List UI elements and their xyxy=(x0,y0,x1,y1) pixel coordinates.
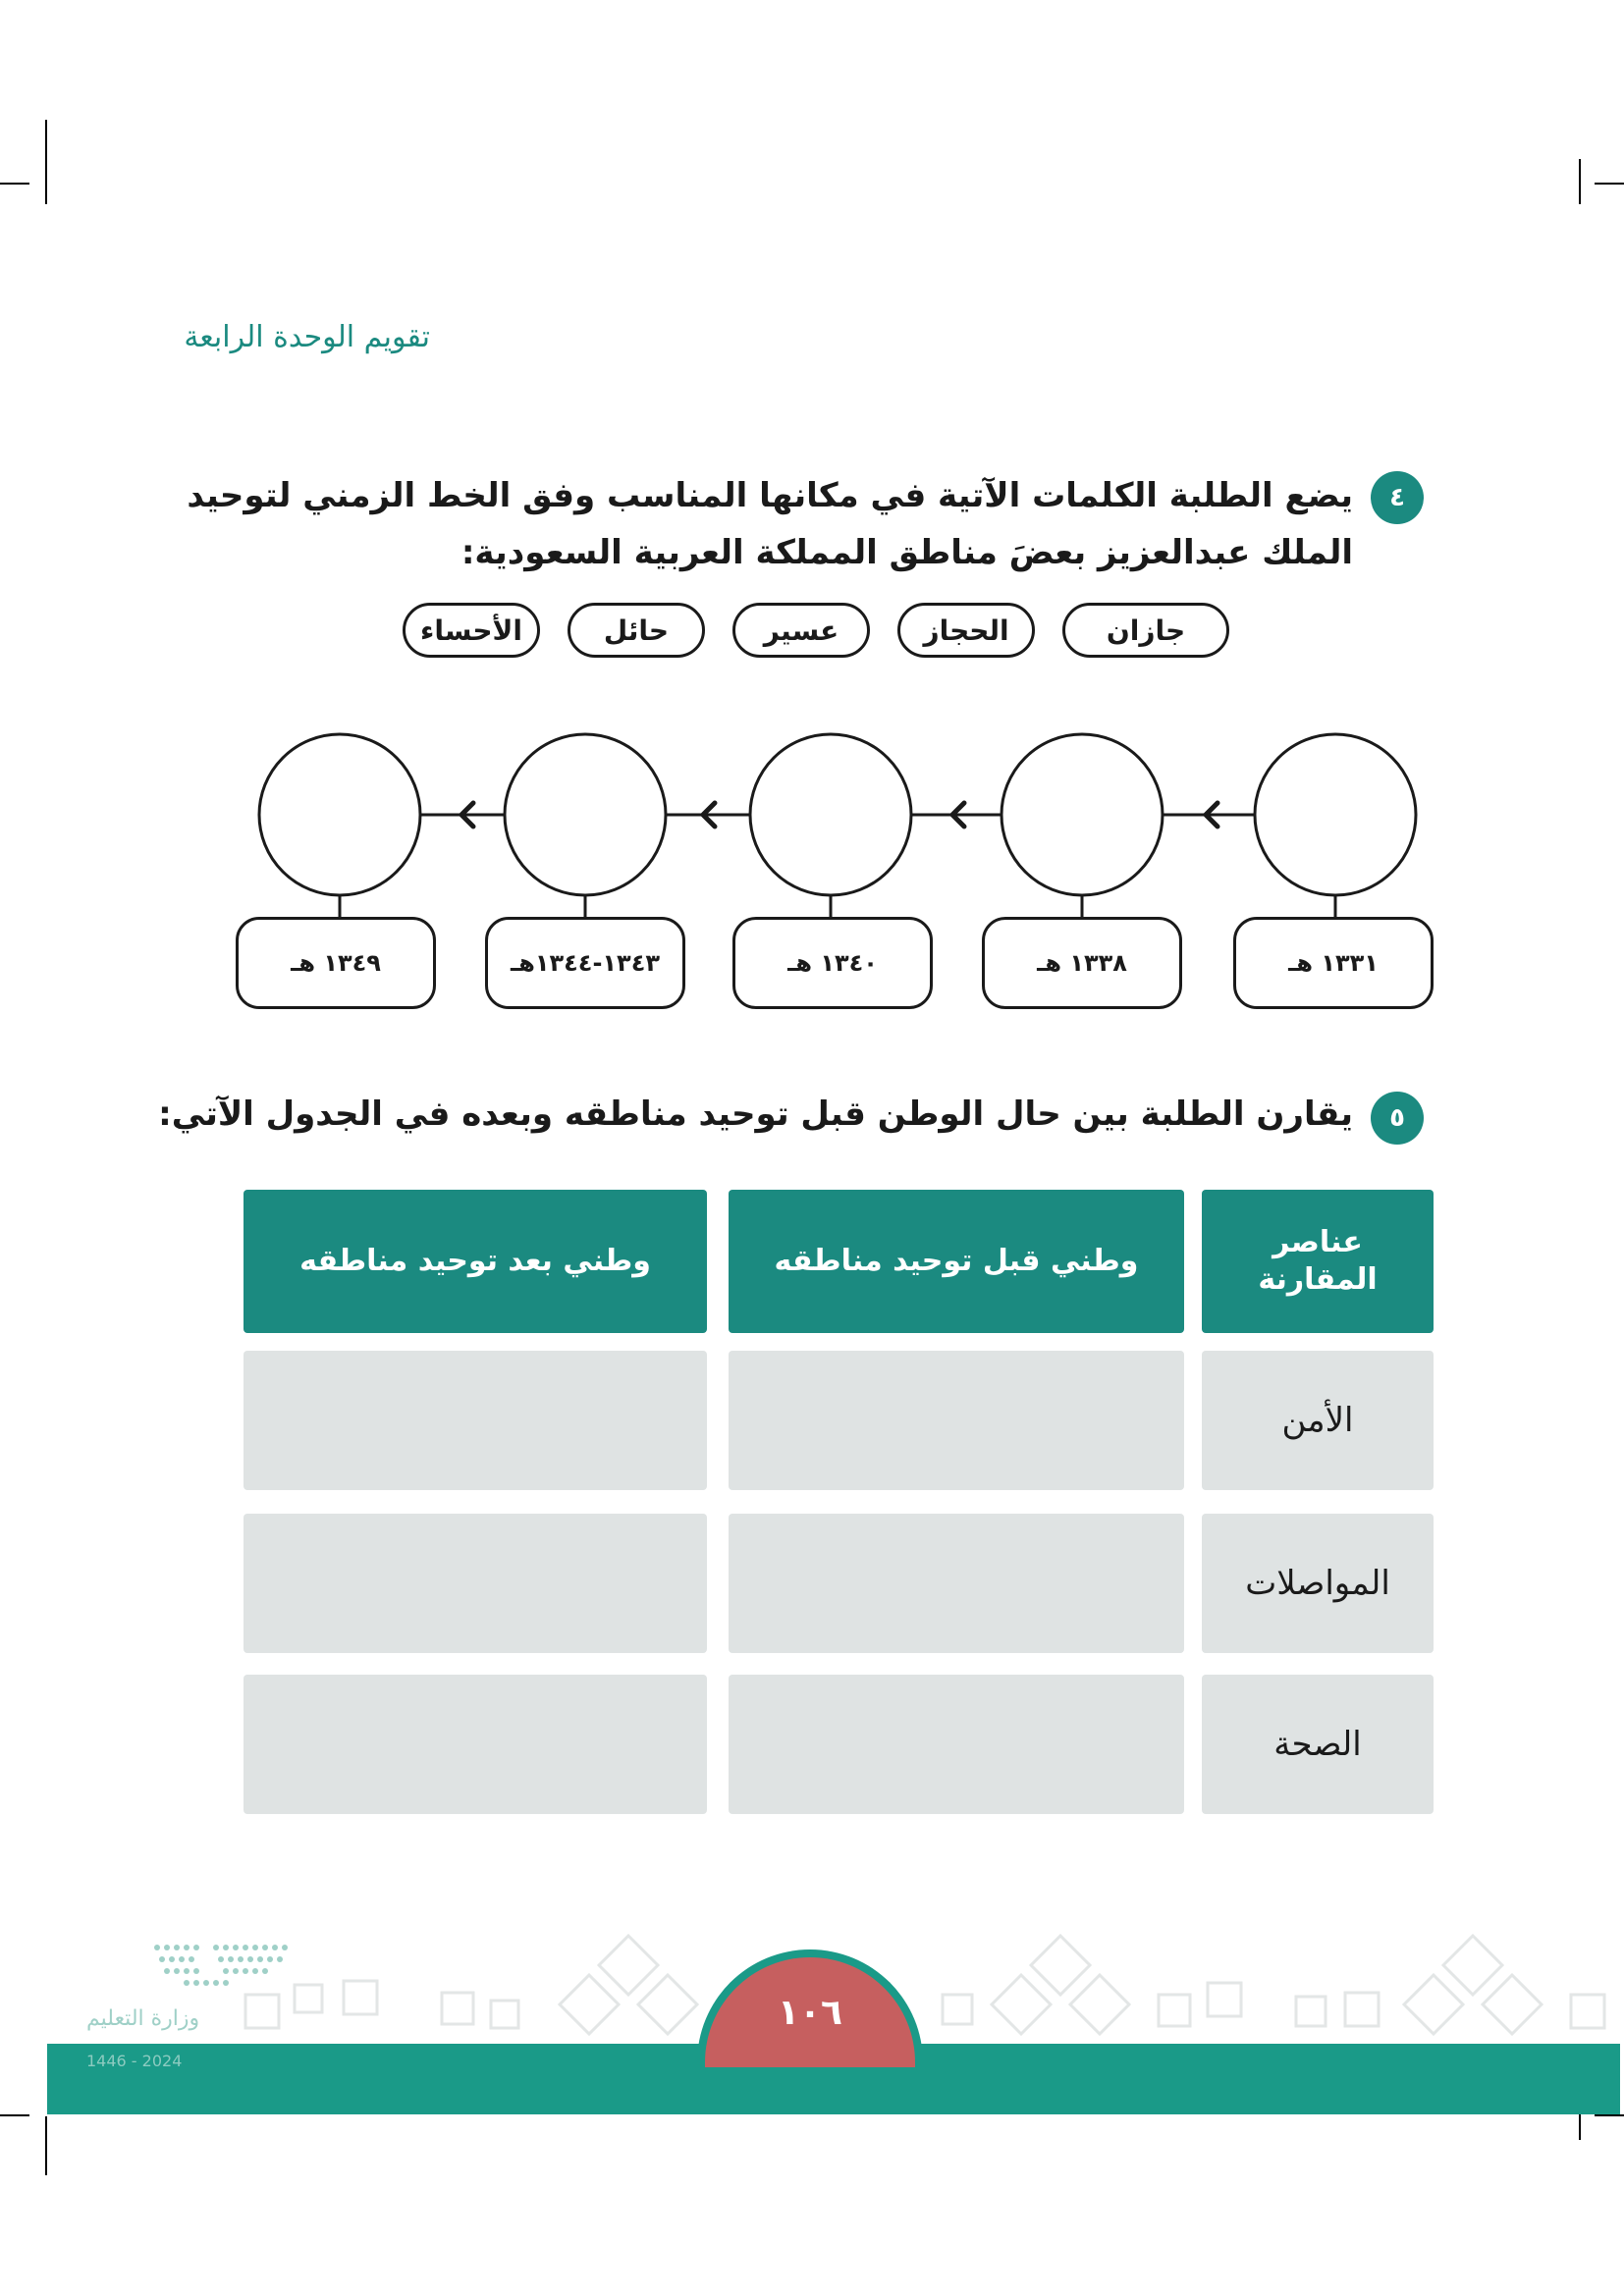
ministry-logo-text: وزارة التعليم xyxy=(86,2006,200,2031)
timeline-date-1: ١٣٣١ هـ xyxy=(1233,917,1434,1009)
table-cell-before-transport[interactable] xyxy=(729,1514,1184,1653)
timeline-circle-5 xyxy=(259,734,420,895)
word-chip-hail[interactable]: حائل xyxy=(568,603,705,658)
word-chip-asir[interactable]: عسير xyxy=(732,603,870,658)
word-chip-ahsa[interactable]: الأحساء xyxy=(403,603,540,658)
question-5-text: يقارن الطلبة بين حال الوطن قبل توحيد مناطقه وبعده في الجدول الآتي: xyxy=(158,1095,1353,1134)
unit-title: تقويم الوحدة الرابعة xyxy=(184,320,430,354)
crop-mark xyxy=(0,2114,29,2116)
table-header-criteria: عناصر المقارنة xyxy=(1202,1190,1434,1333)
table-row-label-health: الصحة xyxy=(1202,1675,1434,1814)
question-4-number: ٤ xyxy=(1371,471,1424,524)
timeline-date-3: ١٣٤٠ هـ xyxy=(732,917,933,1009)
word-chip-jazan[interactable]: جازان xyxy=(1062,603,1229,658)
table-cell-after-security[interactable] xyxy=(244,1351,707,1490)
table-cell-after-health[interactable] xyxy=(244,1675,707,1814)
timeline-circle-3 xyxy=(750,734,911,895)
table-header-before: وطني قبل توحيد مناطقه xyxy=(729,1190,1184,1333)
timeline-circle-2 xyxy=(1001,734,1163,895)
table-cell-after-transport[interactable] xyxy=(244,1514,707,1653)
ministry-logo-dots xyxy=(154,1945,288,1986)
question-4-line-1: يضع الطلبة الكلمات الآتية في مكانها المناسب وفق الخط الزمني لتوحيد xyxy=(187,476,1353,515)
table-header-after: وطني بعد توحيد مناطقه xyxy=(244,1190,707,1333)
timeline-circle-1 xyxy=(1255,734,1416,895)
timeline-circle-4 xyxy=(505,734,666,895)
word-chip-hijaz[interactable]: الحجاز xyxy=(897,603,1035,658)
question-4-line-2: الملك عبدالعزيز بعضَ مناطق المملكة العربية السعودية: xyxy=(460,533,1353,572)
timeline-date-5: ١٣٤٩ هـ xyxy=(236,917,436,1009)
table-cell-before-security[interactable] xyxy=(729,1351,1184,1490)
crop-mark xyxy=(45,2116,47,2175)
table-cell-before-health[interactable] xyxy=(729,1675,1184,1814)
table-row-label-security: الأمن xyxy=(1202,1351,1434,1490)
timeline-date-2: ١٣٣٨ هـ xyxy=(982,917,1182,1009)
question-5-number: ٥ xyxy=(1371,1092,1424,1145)
ministry-year: 2024 - 1446 xyxy=(86,2052,183,2070)
crop-mark xyxy=(1595,2114,1624,2116)
table-row-label-transport: المواصلات xyxy=(1202,1514,1434,1653)
page-number: ١٠٦ xyxy=(697,1949,923,2067)
timeline-date-4: ١٣٤٣-١٣٤٤هـ xyxy=(485,917,685,1009)
